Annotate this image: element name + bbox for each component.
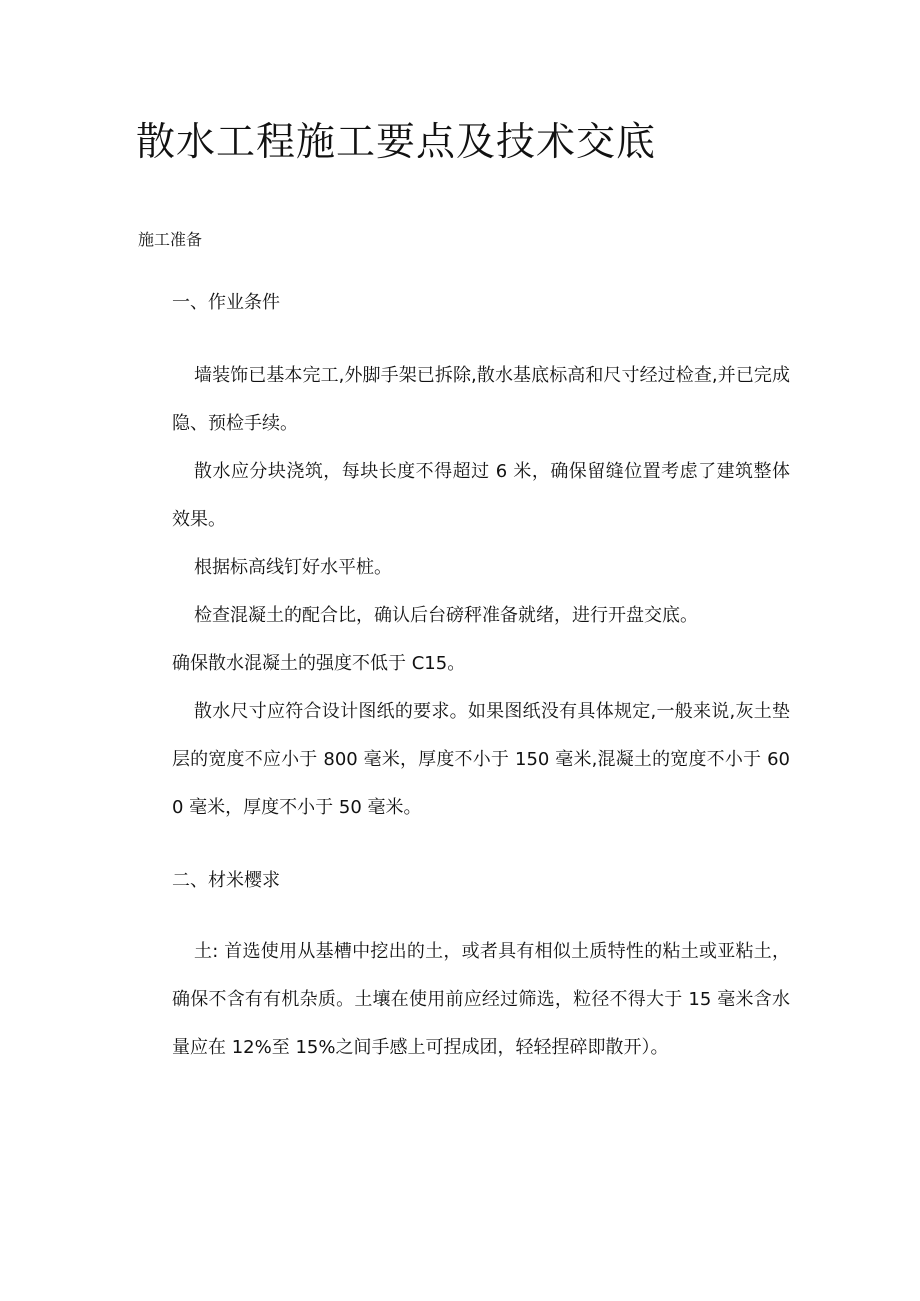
paragraph-soil: 土: 首选使用从基槽中挖出的土，或者具有相似土质特性的粘土或亚粘土，确保不含有有机杂质。土壤在使用前应经过筛选，粒径不得大于 15 毫米含水量应在 12%至 15%之间手感上可捏成团，轻轻捏碎即散开）。 [172,941,790,1058]
section-heading-work-conditions: 一、作业条件 [172,292,280,313]
paragraph-mix-check: 检查混凝土的配合比，确认后台磅秤准备就绪，进行开盘交底。 [194,605,698,626]
paragraph-pour-in-blocks: 散水应分块浇筑，每块长度不得超过 6 米，确保留缝位置考虑了建筑整体效果。 [172,461,790,530]
paragraph-level-stakes: 根据标高线钉好水平桩。 [194,557,392,578]
paragraph-dimensions: 散水尺寸应符合设计图纸的要求。如果图纸没有具体规定,一般来说,灰土垫层的宽度不应小于 800 毫米，厚度不小于 150 毫米,混凝土的宽度不小于 600 毫米，厚度不小于 50 毫米。 [172,701,790,818]
section-heading-material-requirements: 二、材米樱求 [172,870,280,891]
paragraph-wall-decoration: 墙装饰已基本完工,外脚手架已拆除,散水基底标高和尺寸经过检查,并已完成隐、预检手续。 [172,365,790,434]
subheading-construction-prep: 施工准备 [138,230,203,249]
document-title: 散水工程施工要点及技术交底 [136,120,657,165]
paragraph-strength: 确保散水混凝土的强度不低于 C15。 [172,653,466,674]
